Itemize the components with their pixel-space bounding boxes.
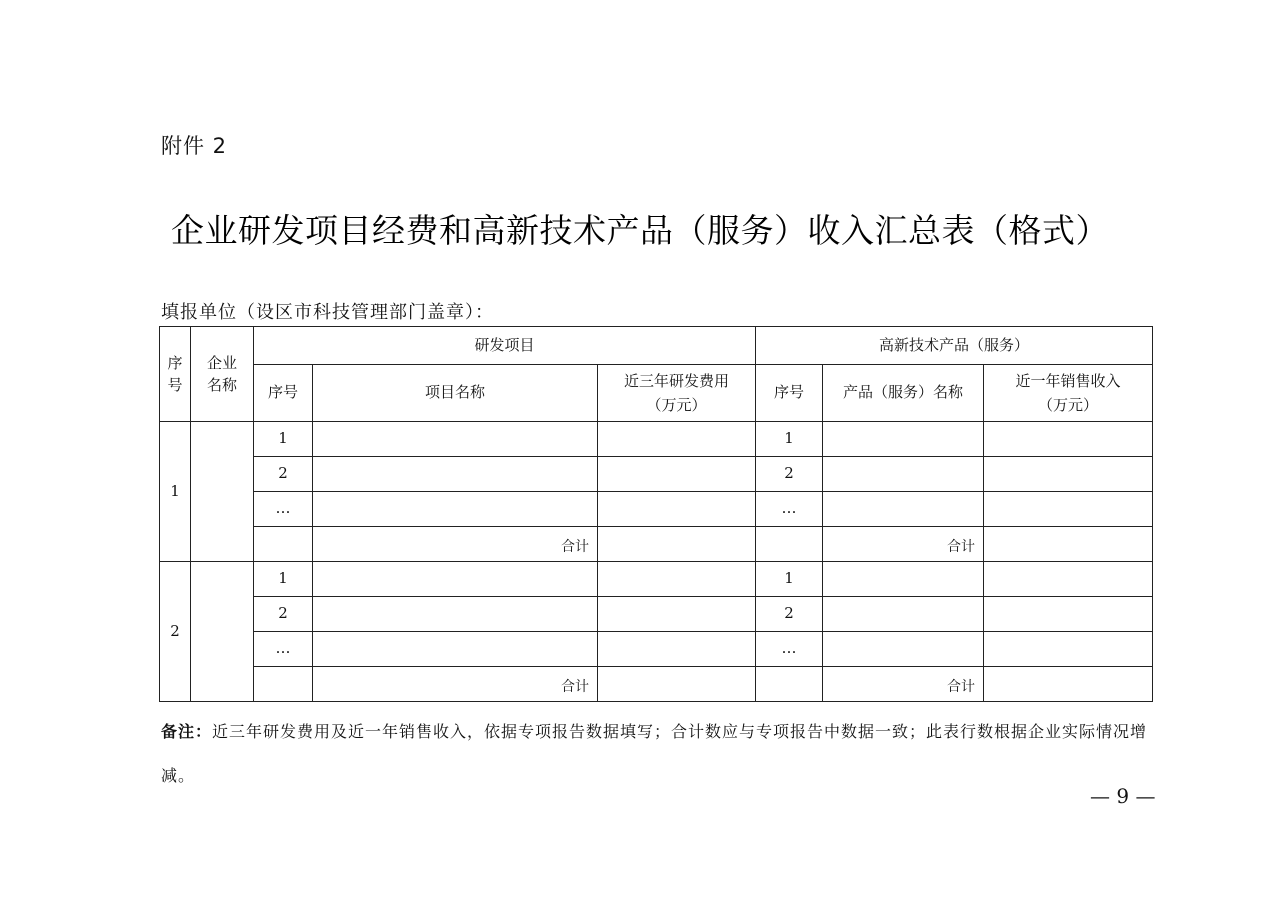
ht-seq-cell — [756, 527, 823, 562]
rd-seq-cell — [254, 527, 313, 562]
ht-total-label: 合计 — [823, 667, 984, 702]
ht-seq-cell: … — [756, 492, 823, 527]
rd-cost-header: 近三年研发费用（万元） — [598, 365, 756, 422]
rd-cost-cell[interactable] — [598, 632, 756, 667]
ht-name-cell[interactable] — [823, 597, 984, 632]
ht-name-cell[interactable] — [823, 632, 984, 667]
rd-name-cell[interactable] — [313, 422, 598, 457]
rd-total-cell[interactable] — [598, 667, 756, 702]
rd-seq-cell: 2 — [254, 597, 313, 632]
rd-seq-cell — [254, 667, 313, 702]
ht-total-cell[interactable] — [984, 667, 1153, 702]
rd-name-cell[interactable] — [313, 562, 598, 597]
group-number: 1 — [160, 422, 191, 562]
rd-total-cell[interactable] — [598, 527, 756, 562]
rd-seq-cell: 2 — [254, 457, 313, 492]
rd-cost-cell[interactable] — [598, 492, 756, 527]
rd-name-cell[interactable] — [313, 457, 598, 492]
rd-name-cell[interactable] — [313, 597, 598, 632]
ht-total-cell[interactable] — [984, 527, 1153, 562]
ht-income-cell[interactable] — [984, 562, 1153, 597]
ht-income-cell[interactable] — [984, 457, 1153, 492]
footnote-label: 备注： — [161, 722, 213, 741]
ht-seq-cell: 1 — [756, 562, 823, 597]
company-name-cell[interactable] — [191, 422, 254, 562]
page-number: — 9 — — [1090, 784, 1156, 808]
ht-income-cell[interactable] — [984, 422, 1153, 457]
rd-seq-cell: … — [254, 632, 313, 667]
ht-name-cell[interactable] — [823, 457, 984, 492]
rd-name-header: 项目名称 — [313, 365, 598, 422]
ht-seq-cell: 2 — [756, 457, 823, 492]
rd-cost-cell[interactable] — [598, 457, 756, 492]
fill-unit-label: 填报单位（设区市科技管理部门盖章）： — [161, 302, 494, 323]
attachment-label: 附件 2 — [161, 134, 228, 158]
footnote — [161, 710, 1161, 798]
rd-seq-header: 序号 — [254, 365, 313, 422]
page-title: 企业研发项目经费和高新技术产品（服务）收入汇总表（格式） — [171, 211, 1109, 250]
rd-cost-cell[interactable] — [598, 597, 756, 632]
hitech-group-header: 高新技术产品（服务） — [756, 327, 1153, 365]
rd-seq-cell: 1 — [254, 422, 313, 457]
ht-name-cell[interactable] — [823, 492, 984, 527]
ht-name-cell[interactable] — [823, 422, 984, 457]
rd-group-header: 研发项目 — [254, 327, 756, 365]
rd-total-label: 合计 — [313, 667, 598, 702]
rd-cost-cell[interactable] — [598, 562, 756, 597]
ht-name-header: 产品（服务）名称 — [823, 365, 984, 422]
ht-income-cell[interactable] — [984, 492, 1153, 527]
ht-total-label: 合计 — [823, 527, 984, 562]
rd-seq-cell: 1 — [254, 562, 313, 597]
footnote-text: 近三年研发费用及近一年销售收入，依据专项报告数据填写；合计数应与专项报告中数据一致；此表行数根据企业实际情况增减。 — [161, 722, 1148, 785]
rd-total-label: 合计 — [313, 527, 598, 562]
rd-cost-cell[interactable] — [598, 422, 756, 457]
company-header: 企业名称 — [191, 327, 254, 422]
summary-table — [159, 326, 1153, 702]
seq-header: 序号 — [160, 327, 191, 422]
rd-name-cell[interactable] — [313, 492, 598, 527]
group-number: 2 — [160, 562, 191, 702]
ht-income-cell[interactable] — [984, 632, 1153, 667]
ht-seq-cell: 1 — [756, 422, 823, 457]
rd-name-cell[interactable] — [313, 632, 598, 667]
ht-seq-cell — [756, 667, 823, 702]
rd-seq-cell: … — [254, 492, 313, 527]
company-name-cell[interactable] — [191, 562, 254, 702]
ht-seq-cell: … — [756, 632, 823, 667]
ht-income-cell[interactable] — [984, 597, 1153, 632]
ht-name-cell[interactable] — [823, 562, 984, 597]
ht-income-header: 近一年销售收入（万元） — [984, 365, 1153, 422]
ht-seq-header: 序号 — [756, 365, 823, 422]
ht-seq-cell: 2 — [756, 597, 823, 632]
